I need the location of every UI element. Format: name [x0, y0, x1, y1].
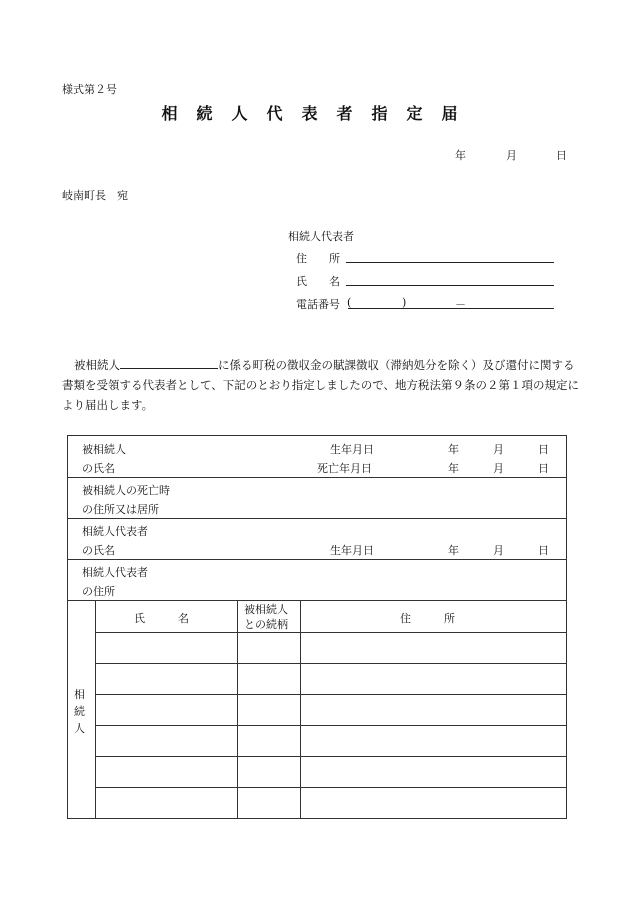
birth-date-label: 生年月日	[330, 443, 374, 456]
rep-name-row-line2: の氏名	[82, 544, 115, 557]
birth-year: 年	[448, 443, 459, 456]
birth-month: 月	[493, 443, 504, 456]
addressee: 岐南町長 宛	[62, 189, 128, 202]
col-header-address: 住 所	[400, 612, 455, 625]
death-year: 年	[448, 462, 459, 475]
phone-close-paren: )	[402, 296, 407, 309]
body-text-part1: 被相続人	[74, 358, 120, 372]
death-date-label: 死亡年月日	[317, 462, 372, 475]
decedent-name-blank[interactable]	[120, 356, 218, 369]
rep-name-row-line1: 相続人代表者	[82, 525, 148, 538]
representative-heading: 相続人代表者	[288, 230, 354, 243]
death-day: 日	[538, 462, 549, 475]
rep-address-row-line1: 相続人代表者	[82, 566, 148, 579]
phone-open-paren: (	[347, 296, 352, 309]
rep-phone-field[interactable]	[348, 308, 554, 309]
rep-birth-day: 日	[538, 544, 549, 557]
date-day-label: 日	[556, 149, 567, 162]
col-header-relation-line1: 被相続人	[244, 603, 288, 616]
birth-day: 日	[538, 443, 549, 456]
form-number: 様式第２号	[62, 83, 117, 96]
death-month: 月	[493, 462, 504, 475]
rep-birth-date-label: 生年月日	[330, 544, 374, 557]
rep-address-field[interactable]	[346, 262, 554, 263]
decedent-label-line1: 被相続人	[82, 443, 126, 456]
inheritance-table	[67, 435, 567, 819]
phone-dash: －	[455, 298, 466, 311]
death-address-label-line1: 被相続人の死亡時	[82, 484, 170, 497]
rep-birth-month: 月	[493, 544, 504, 557]
form-title: 相続人代表者指定届	[161, 104, 477, 123]
col-header-relation-line2: との続柄	[244, 618, 288, 631]
body-text-part2: に係る町税の徴収金の賦課徴収（滞納処分を除く）及び還付に関する書類を受領する代表者として、下記のとおり指定しましたので、地方税法第９条の２第１項の規定により届出します。	[62, 358, 580, 412]
rep-phone-label: 電話番号	[296, 298, 340, 311]
date-month-label: 月	[506, 149, 517, 162]
rep-birth-year: 年	[448, 544, 459, 557]
decedent-label-line2: の氏名	[82, 462, 115, 475]
heirs-label-char3: 人	[74, 722, 85, 735]
declaration-text	[62, 355, 582, 415]
death-address-label-line2: の住所又は居所	[82, 503, 159, 516]
col-header-name: 氏 名	[134, 612, 189, 625]
rep-name-field[interactable]	[346, 285, 554, 286]
heirs-label-char2: 続	[74, 705, 85, 718]
date-year-label: 年	[455, 149, 466, 162]
rep-name-label: 氏 名	[296, 275, 340, 288]
rep-address-row-line2: の住所	[82, 585, 115, 598]
heirs-label-char1: 相	[74, 688, 85, 701]
rep-address-label: 住 所	[296, 252, 340, 265]
